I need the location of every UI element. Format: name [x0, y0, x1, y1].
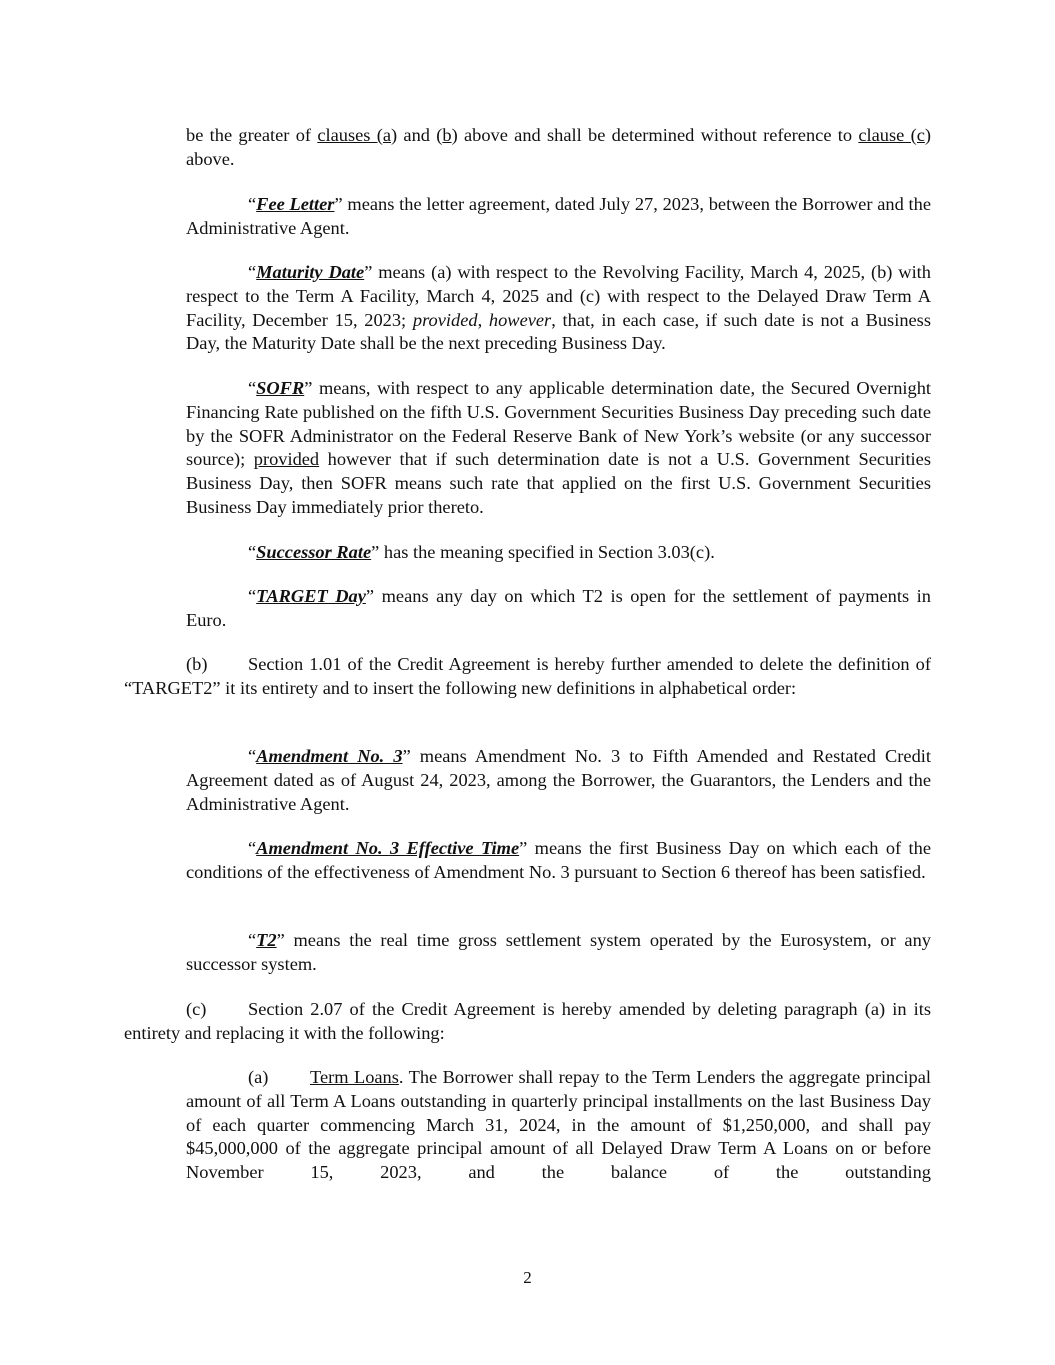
definition-text: ” means the real time gross settlement system operated by the Eurosystem, or any successor system.: [186, 930, 931, 974]
defined-term: Fee Letter: [256, 194, 335, 214]
definition-maturity-date: [186, 261, 931, 356]
text: ) and (: [391, 125, 443, 145]
definition-text: ” means (a) with respect to the Revolving Facility, March 4, 2025, (b) with respect to the Term A Facility, March 4, 2025 and (c) with respect to the Delayed Draw Term A Facility, December 15, 2023;: [186, 262, 931, 330]
page-number: 2: [523, 1268, 532, 1287]
quote: “: [248, 378, 257, 398]
italic-provided: provided: [412, 309, 478, 330]
defined-term: Amendment No. 3 Effective Time: [256, 838, 520, 858]
clause-c-ref: clause (c: [858, 125, 925, 145]
quote: “: [248, 262, 257, 282]
definition-t2: [186, 929, 931, 977]
quote: “: [248, 586, 257, 606]
text: be the greater of: [186, 125, 318, 145]
definition-text: ” has the meaning specified in Section 3.03(c).: [371, 542, 715, 562]
defined-term: Maturity Date: [256, 262, 365, 282]
definition-text: ” means, with respect to any applicable determination date, the Secured Overnight Financing Rate published on the fifth U.S. Government Securities Business Day preceding such date by the SOFR Administrator on the Federal Reserve Bank of New York’s website (or any successor source);: [186, 378, 931, 470]
quote: “: [248, 746, 257, 766]
definition-text: however that if such determination date is not a U.S. Government Securities Business Day, then SOFR means such rate that applied on the first U.S. Government Securities Business Day immediately prior thereto.: [186, 449, 931, 517]
quote: “: [248, 542, 257, 562]
paragraph-clause-reference: [186, 124, 931, 172]
definition-text: ” means any day on which T2 is open for the settlement of payments in Euro.: [186, 586, 931, 630]
definition-amendment-no-3: [186, 745, 931, 816]
defined-term: Amendment No. 3: [256, 746, 403, 766]
definition-text: ” means the letter agreement, dated July 27, 2023, between the Borrower and the Administrative Agent.: [186, 194, 932, 238]
clause-a-ref: clauses (a: [317, 125, 391, 145]
term-loans-paragraph: [186, 1066, 931, 1209]
underlined-provided: provided: [253, 449, 320, 470]
quote: “: [248, 838, 257, 858]
definition-sofr: [186, 377, 931, 520]
section-text: Section 2.07 of the Credit Agreement is hereby amended by deleting paragraph (a) in its entirety and replacing it with the following:: [124, 999, 931, 1043]
text: ) above and shall be determined without reference to: [451, 125, 859, 145]
definition-successor-rate: [186, 541, 931, 565]
italic-however: however: [488, 309, 552, 330]
defined-term: T2: [256, 930, 277, 950]
term-loans-heading: Term Loans: [310, 1067, 399, 1087]
definition-fee-letter: [186, 193, 931, 241]
definition-amendment-no-3-effective-time: [186, 837, 931, 885]
section-text: . The Borrower shall repay to the Term Lenders the aggregate principal amount of all Term A Loans outstanding in quarterly principal installments on the last Business Day of each quarter commencing March 31, 2024, in the amount of $1,250,000, and shall pay $45,000,000 of the aggregate principal amount of all Delayed Draw Term A Loans on or before November 15, 2023, and the balance of the outstanding: [186, 1067, 931, 1183]
section-c-paragraph: [124, 998, 931, 1046]
text: ) above.: [186, 125, 931, 169]
definition-text: ” means Amendment No. 3 to Fifth Amended and Restated Credit Agreement dated as of August 24, 2023, among the Borrower, the Guarantors, the Lenders and the Administrative Agent.: [186, 746, 932, 814]
defined-term: Successor Rate: [256, 542, 372, 562]
quote: “: [248, 930, 257, 950]
definition-target-day: [186, 585, 931, 633]
defined-term: TARGET Day: [256, 586, 366, 606]
quote: “: [248, 194, 257, 214]
section-text: Section 1.01 of the Credit Agreement is hereby further amended to delete the definition of “TARGET2” it its entirety and to insert the following new definitions in alphabetical order:: [124, 654, 931, 698]
section-label: (c): [186, 999, 207, 1019]
section-label: (a): [248, 1067, 269, 1087]
definition-text: , that, in each case, if such date is not a Business Day, the Maturity Date shall be the next preceding Business Day.: [186, 309, 931, 354]
defined-term: SOFR: [256, 378, 305, 398]
definition-text: ” means the first Business Day on which each of the conditions of the effectiveness of Amendment No. 3 pursuant to Section 6 thereof has been satisfied.: [186, 838, 931, 882]
clause-b-ref: b: [442, 125, 452, 145]
text: ,: [477, 309, 489, 330]
section-label: (b): [186, 654, 208, 674]
section-b-paragraph: [124, 653, 931, 701]
